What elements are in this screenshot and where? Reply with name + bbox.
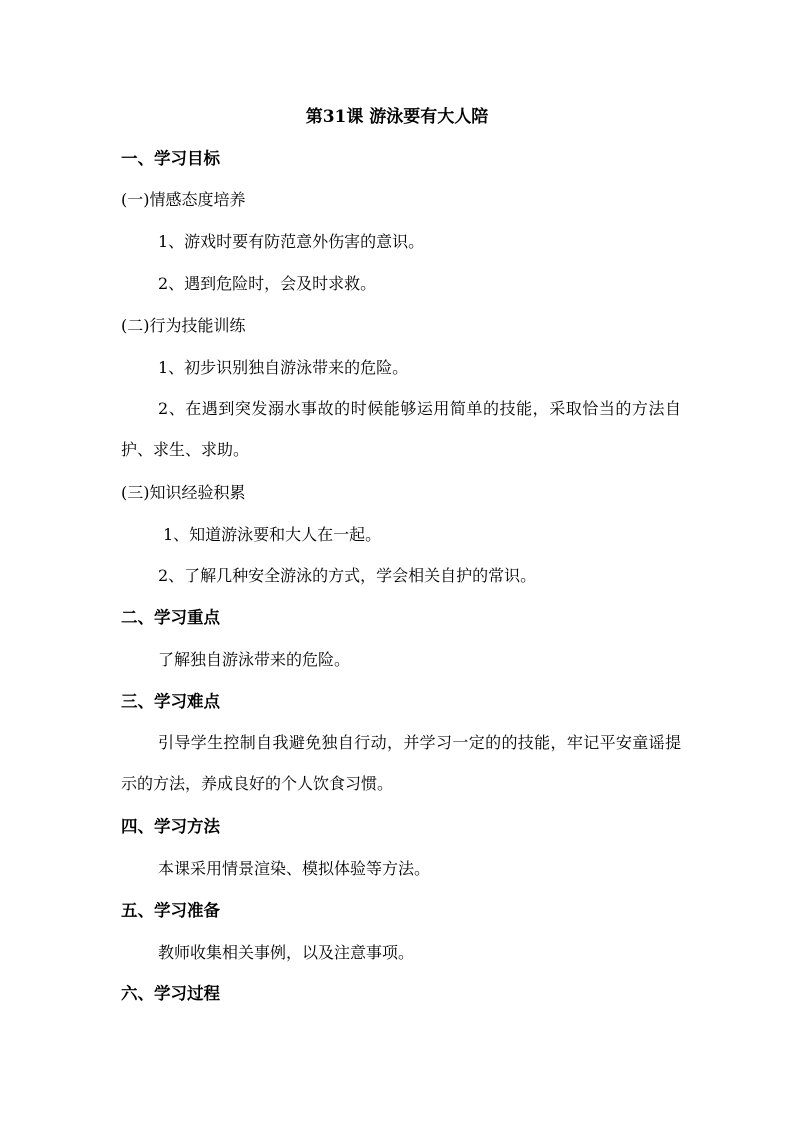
section-heading-process: 六、学习过程 [121, 984, 220, 1003]
preparation-text: 教师收集相关事例，以及注意事项。 [158, 943, 415, 962]
subheading-knowledge: (三)知识经验积累 [121, 483, 246, 502]
section-heading-key-point: 二、学习重点 [121, 608, 220, 627]
lesson-title: 第31课 游泳要有大人陪 [305, 107, 489, 127]
method-text: 本课采用情景渲染、模拟体验等方法。 [158, 859, 431, 878]
subheading-emotion: (一)情感态度培养 [121, 190, 246, 209]
objective-item: 1、知道游泳要和大人在一起。 [163, 525, 382, 544]
subheading-skills: (二)行为技能训练 [121, 316, 246, 335]
objective-item-paragraph: 2、在遇到突发溺水事故的时候能够运用简单的技能，采取恰当的方法自护、求生、求助。 [121, 399, 681, 459]
section-heading-method: 四、学习方法 [121, 817, 220, 836]
section-heading-difficulty: 三、学习难点 [121, 692, 220, 711]
section-heading-preparation: 五、学习准备 [121, 901, 220, 920]
objective-item: 1、初步识别独自游泳带来的危险。 [158, 358, 409, 377]
objective-item: 2、了解几种安全游泳的方式，学会相关自护的常识。 [158, 566, 537, 585]
difficulty-paragraph: 引导学生控制自我避免独自行动，并学习一定的的技能，牢记平安童谣提示的方法，养成良好的个人饮食习惯。 [121, 733, 681, 793]
objective-item: 2、遇到危险时，会及时求救。 [158, 274, 377, 293]
key-point-text: 了解独自游泳带来的危险。 [158, 650, 351, 669]
objective-item: 1、游戏时要有防范意外伤害的意识。 [158, 232, 425, 251]
section-heading-objectives: 一、学习目标 [121, 149, 220, 168]
